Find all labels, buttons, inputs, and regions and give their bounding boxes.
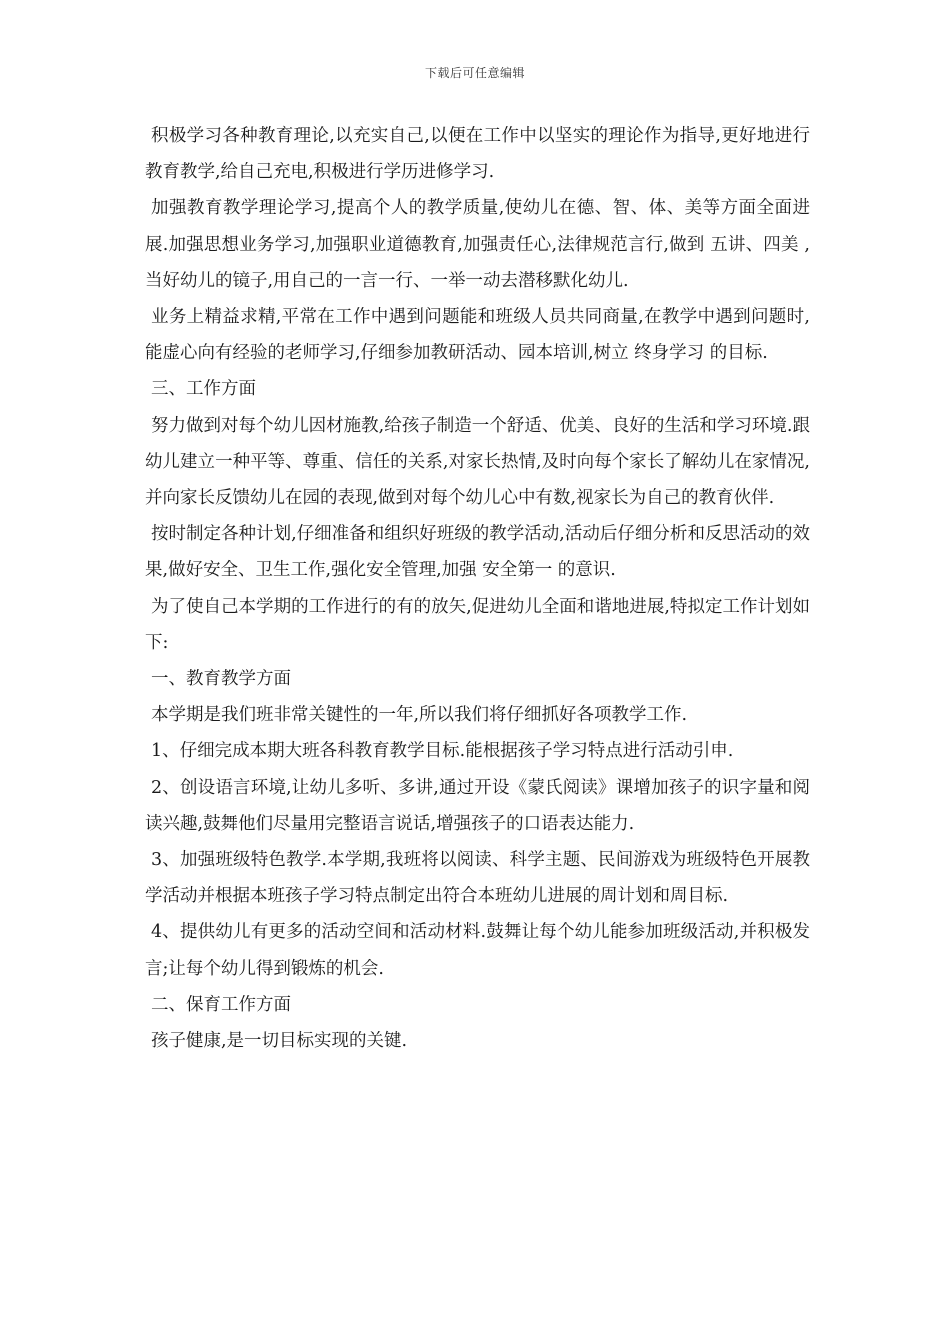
- page-header: 下载后可任意编辑: [424, 66, 525, 80]
- paragraph-study-theory: 积极学习各种教育理论,以充实自己,以便在工作中以坚实的理论作为指导,更好地进行教育教学,给自己充电,积极进行学历进修学习.: [145, 126, 810, 183]
- section-heading-care: 二、保育工作方面: [151, 994, 291, 1015]
- list-item-2: 2、创设语言环境,让幼儿多听、多讲,通过开设《蒙氏阅读》课增加孩子的识字量和阅读兴趣,鼓舞他们尽量用完整语言说话,增强孩子的口语表达能力.: [145, 777, 810, 834]
- list-item-4: 4、提供幼儿有更多的活动空间和活动材料.鼓舞让每个幼儿能参加班级活动,并积极发言;让每个幼儿得到锻炼的机会.: [145, 922, 810, 979]
- paragraph-child-health: 孩子健康,是一切目标实现的关键.: [151, 1031, 408, 1052]
- paragraph-key-year: 本学期是我们班非常关键性的一年,所以我们将仔细抓好各项教学工作.: [151, 705, 688, 726]
- section-heading-work: 三、工作方面: [151, 379, 256, 400]
- list-item-3: 3、加强班级特色教学.本学期,我班将以阅读、科学主题、民间游戏为班级特色开展教学活动并根据本班孩子学习特点制定出符合本班幼儿进展的周计划和周目标.: [145, 850, 810, 907]
- paragraph-work-plan-intro: 为了使自己本学期的工作进行的有的放矢,促进幼儿全面和谐地进展,特拟定工作计划如下:: [145, 596, 810, 653]
- document-body: [145, 118, 810, 1059]
- paragraph-individual-teaching: 努力做到对每个幼儿因材施教,给孩子制造一个舒适、优美、良好的生活和学习环境.跟幼儿建立一种平等、尊重、信任的关系,对家长热情,及时向每个家长了解幼儿在家情况,并向家长反馈幼儿在园的表现,做到对每个幼儿心中有数,视家长为自己的教育伙伴.: [145, 415, 810, 509]
- paragraph-teaching-quality: 加强教育教学理论学习,提高个人的教学质量,使幼儿在德、智、体、美等方面全面进展.加强思想业务学习,加强职业道德教育,加强责任心,法律规范言行,做到 五讲、四美 ,当好幼儿的镜子,用自己的一言一行、一举一动去潜移默化幼儿.: [145, 198, 810, 291]
- list-item-1: 1、仔细完成本期大班各科教育教学目标.能根据孩子学习特点进行活动引申.: [151, 741, 734, 762]
- section-heading-education: 一、教育教学方面: [151, 669, 291, 690]
- paragraph-planning: 按时制定各种计划,仔细准备和组织好班级的教学活动,活动后仔细分析和反思活动的效果,做好安全、卫生工作,强化安全管理,加强 安全第一 的意识.: [145, 524, 810, 581]
- paragraph-business-excellence: 业务上精益求精,平常在工作中遇到问题能和班级人员共同商量,在教学中遇到问题时,能虚心向有经验的老师学习,仔细参加教研活动、园本培训,树立 终身学习 的目标.: [145, 307, 810, 364]
